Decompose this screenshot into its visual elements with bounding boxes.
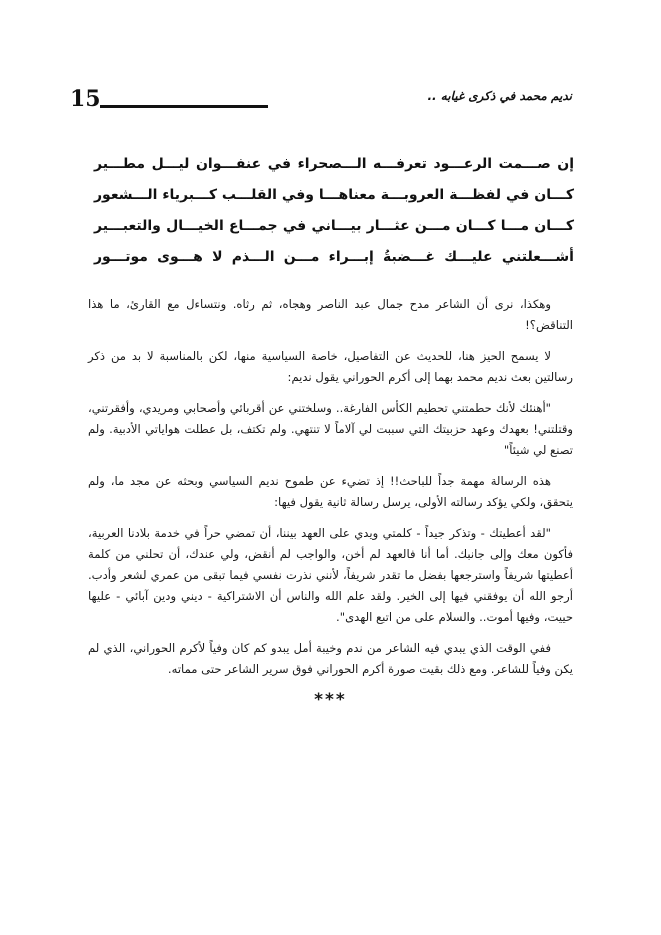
page-number: 15 bbox=[70, 86, 101, 112]
section-ornament: *** bbox=[314, 690, 347, 710]
paragraph: هذه الرسالة مهمة جداً للباحث!! إذ تضيء عن طموح نديم السياسي وبحثه عن مجد ما، ولم يتحقق، ولكي يؤكد رسالته الأولى، يرسل رسالة ثانية يقول فيها: bbox=[88, 474, 573, 509]
paragraph: ففي الوقت الذي يبدي فيه الشاعر من ندم وخيبة أمل يبدو كم كان وفياً لأكرم الحوراني، الذي لم يكن وفياً للشاعر. ومع ذلك بقيت صورة أكرم الحوراني فوق سرير الشاعر حتى مماته. bbox=[88, 641, 573, 676]
paragraph: لا يسمح الحيز هنا، للحديث عن التفاصيل، خاصة السياسية منها، لكن بالمناسبة لا بد من ذكر رسالتين بعث نديم محمد بهما إلى أكرم الحوراني يقول نديم: bbox=[88, 349, 573, 384]
running-title: نديم محمد في ذكرى غيابه .. bbox=[427, 89, 572, 103]
poem-verse: كـــان مـــا كـــان مـــن عثـــار بيـــاني في جمـــاع الخيـــال والتعبـــير bbox=[94, 218, 574, 234]
poem-verse: إن صـــمت الرعـــود تعرفـــه الـــصحراء في عنفـــوان ليـــل مطـــير bbox=[94, 156, 574, 172]
header-rule bbox=[100, 105, 268, 108]
poem-verse: كـــان في لفظـــة العروبـــة معناهـــا وفي القلـــب كـــبرياء الـــشعور bbox=[94, 187, 574, 203]
poem-verse: أشـــعلتني عليـــك غـــضبةُ إبـــراء مـــن الـــذم لا هـــوى موتـــور bbox=[94, 249, 574, 265]
body-text bbox=[88, 294, 573, 711]
poem bbox=[94, 149, 574, 273]
quoted-letter-2: "لقد أعطيتك - وتذكر جيداً - كلمتي ويدي على العهد بيننا، أن تمضي حراً في خدمة بلادنا العربية، فأكون معك وإلى جانبك. أما أنا فالعهد لم أخن، والواجب لم أنقض، ولي عندك، أن تحلني من كلمة أعطيتها شريفاً واسترجعها بفضل ما تقدر شريفاً، لأنني نذرت نفسي فيما تبقى من عمري لشعر وأدب. أرجو الله أن يوفقني فيها إلى الخير. ولقد علم الله والناس أن الاشتراكية - ديني ودين آبائي - عليها حييت، وفيها أموت.. والسلام على من اتبع الهدى". bbox=[88, 526, 573, 624]
paragraph: وهكذا، نرى أن الشاعر مدح جمال عبد الناصر وهجاه، ثم رثاه. ونتساءل مع القارئ، ما هذا التناقض؟! bbox=[88, 297, 573, 332]
quoted-letter-1: "أهنئك لأنك حطمتني تحطيم الكأس الفارغة.. وسلختني عن أقربائي وأصحابي ومريدي، وأفقرتني، وقتلتني! بعهدك وعهد حزبيتك التي سببت لي آلاماً لا تنتهي. ولم تكتف، بل عطلت هواياتي الأدبية. ولم تصنع لي شيئاً" bbox=[88, 401, 573, 457]
